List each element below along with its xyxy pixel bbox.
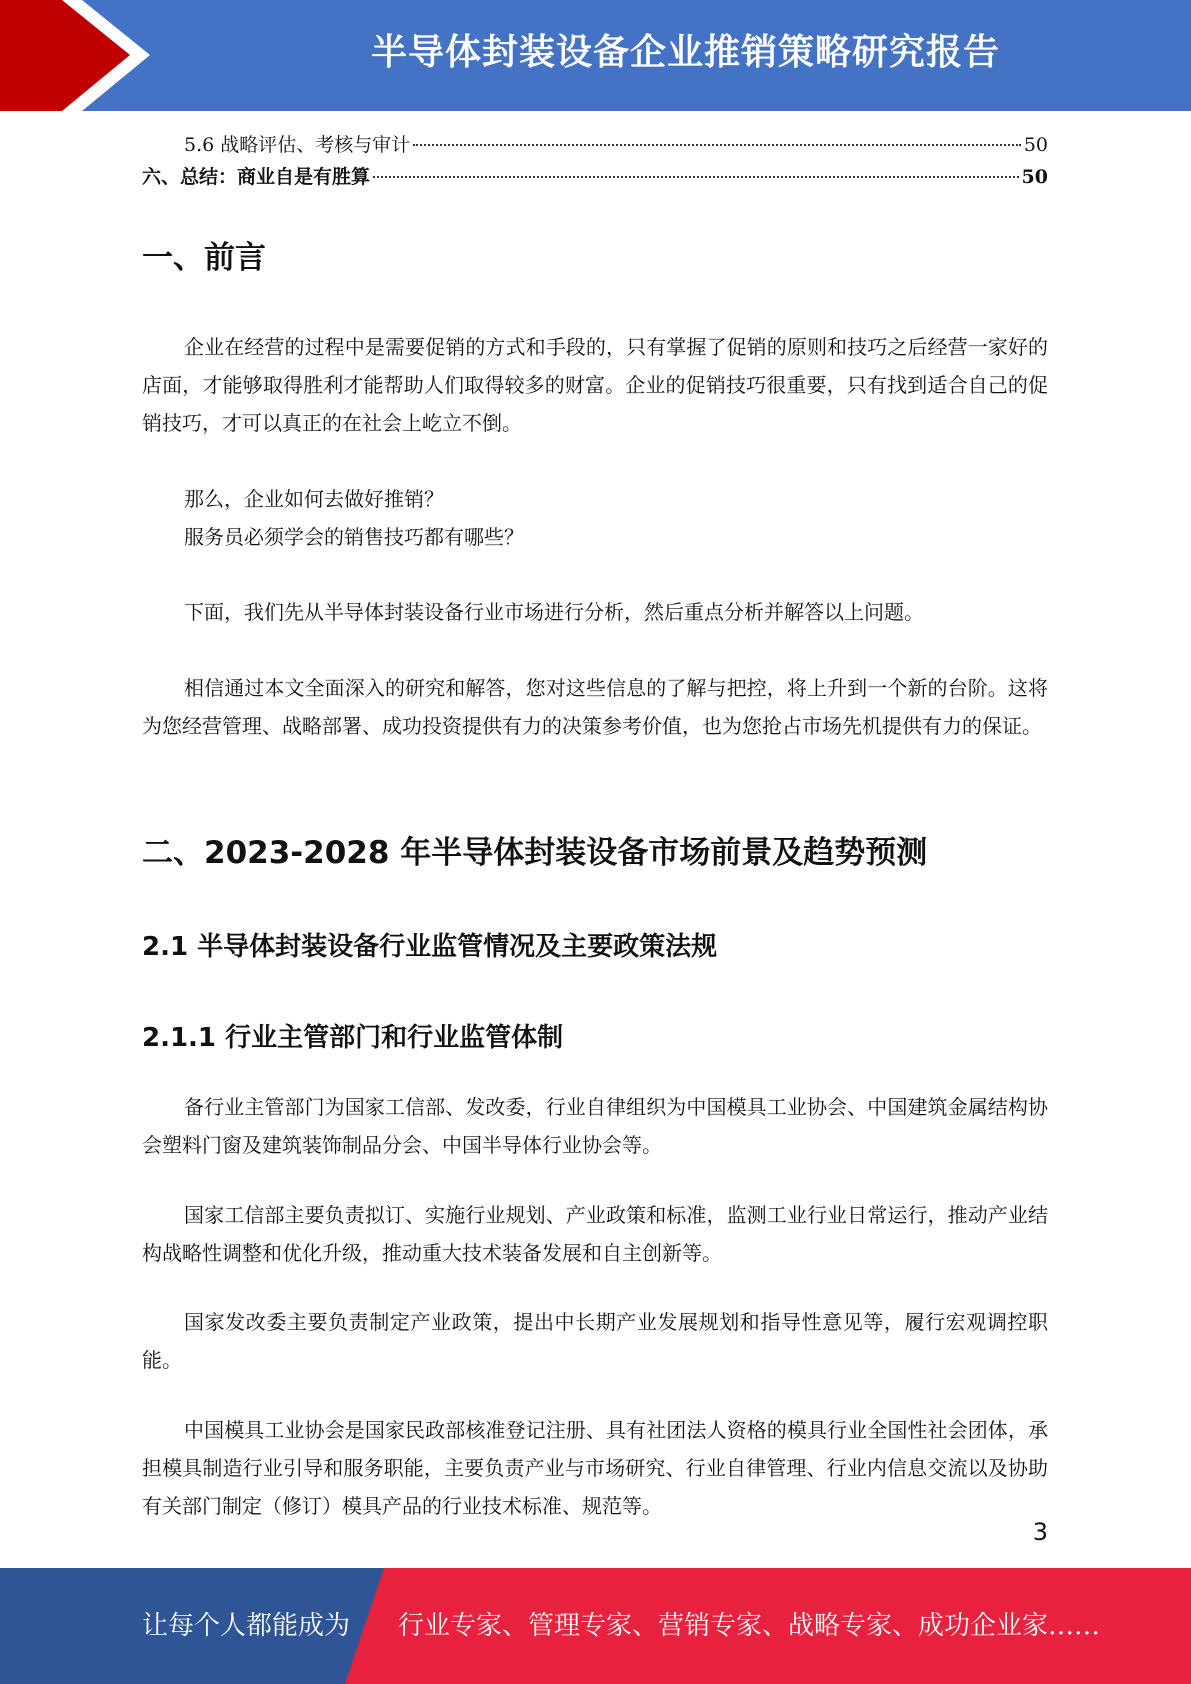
report-title: 半导体封装设备企业推销策略研究报告 [370,32,1000,73]
subsection-heading: 2.1.1 行业主管部门和行业监管体制 [142,1023,564,1053]
toc-leader-dots [373,176,1019,178]
page-number: 3 [1032,1518,1048,1546]
footer-slogan-right: 行业专家、管理专家、营销专家、战略专家、成功企业家…… [398,1611,1101,1641]
question-line: 服务员必须学会的销售技巧都有哪些？ [184,525,524,549]
toc-entry-page: 50 [1023,134,1048,156]
toc-entry-label: 六、总结：商业自是有胜算 [142,166,371,188]
toc-entry[interactable] [184,130,1048,157]
paragraph: 国家工信部主要负责拟订、实施行业规划、产业政策和标准，监测工业行业日常运行，推动产业结构战略性调整和优化升级，推动重大技术装备发展和自主创新等。 [142,1203,1048,1265]
paragraph: 企业在经营的过程中是需要促销的方式和手段的，只有掌握了促销的原则和技巧之后经营一家好的店面，才能够取得胜利才能帮助人们取得较多的财富。企业的促销技巧很重要，只有找到适合自己的促销技巧，才可以真正的在社会上屹立不倒。 [142,335,1048,435]
paragraph: 备行业主管部门为国家工信部、发改委，行业自律组织为中国模具工业协会、中国建筑金属结构协会塑料门窗及建筑装饰制品分会、中国半导体行业协会等。 [142,1095,1048,1157]
page-header [0,0,1191,111]
section-heading: 二、2023-2028 年半导体封装设备市场前景及趋势预测 [142,835,928,871]
section-heading: 一、前言 [142,240,266,276]
paragraph: 中国模具工业协会是国家民政部核准登记注册、具有社团法人资格的模具行业全国性社会团体，承担模具制造行业引导和服务职能，主要负责产业与市场研究、行业自律管理、行业内信息交流以及协助有关部门制定（修订）模具产品的行业技术标准、规范等。 [142,1418,1048,1518]
question-line: 那么，企业如何去做好推销？ [184,487,444,511]
paragraph: 国家发改委主要负责制定产业政策，提出中长期产业发展规划和指导性意见等，履行宏观调控职能。 [142,1310,1048,1372]
toc-entry-page: 50 [1021,166,1048,188]
subsection-heading: 2.1 半导体封装设备行业监管情况及主要政策法规 [142,932,718,962]
page-footer [0,1568,1191,1684]
toc-entry[interactable] [142,162,1048,189]
toc-entry-label: 5.6 战略评估、考核与审计 [184,134,411,156]
toc-leader-dots [413,144,1021,146]
footer-slogan-left: 让每个人都能成为 [142,1611,351,1641]
paragraph: 相信通过本文全面深入的研究和解答，您对这些信息的了解与把控，将上升到一个新的台阶。这将为您经营管理、战略部署、成功投资提供有力的决策参考价值，也为您抢占市场先机提供有力的保证。 [142,676,1048,738]
paragraph: 下面，我们先从半导体封装设备行业市场进行分析，然后重点分析并解答以上问题。 [184,600,924,624]
